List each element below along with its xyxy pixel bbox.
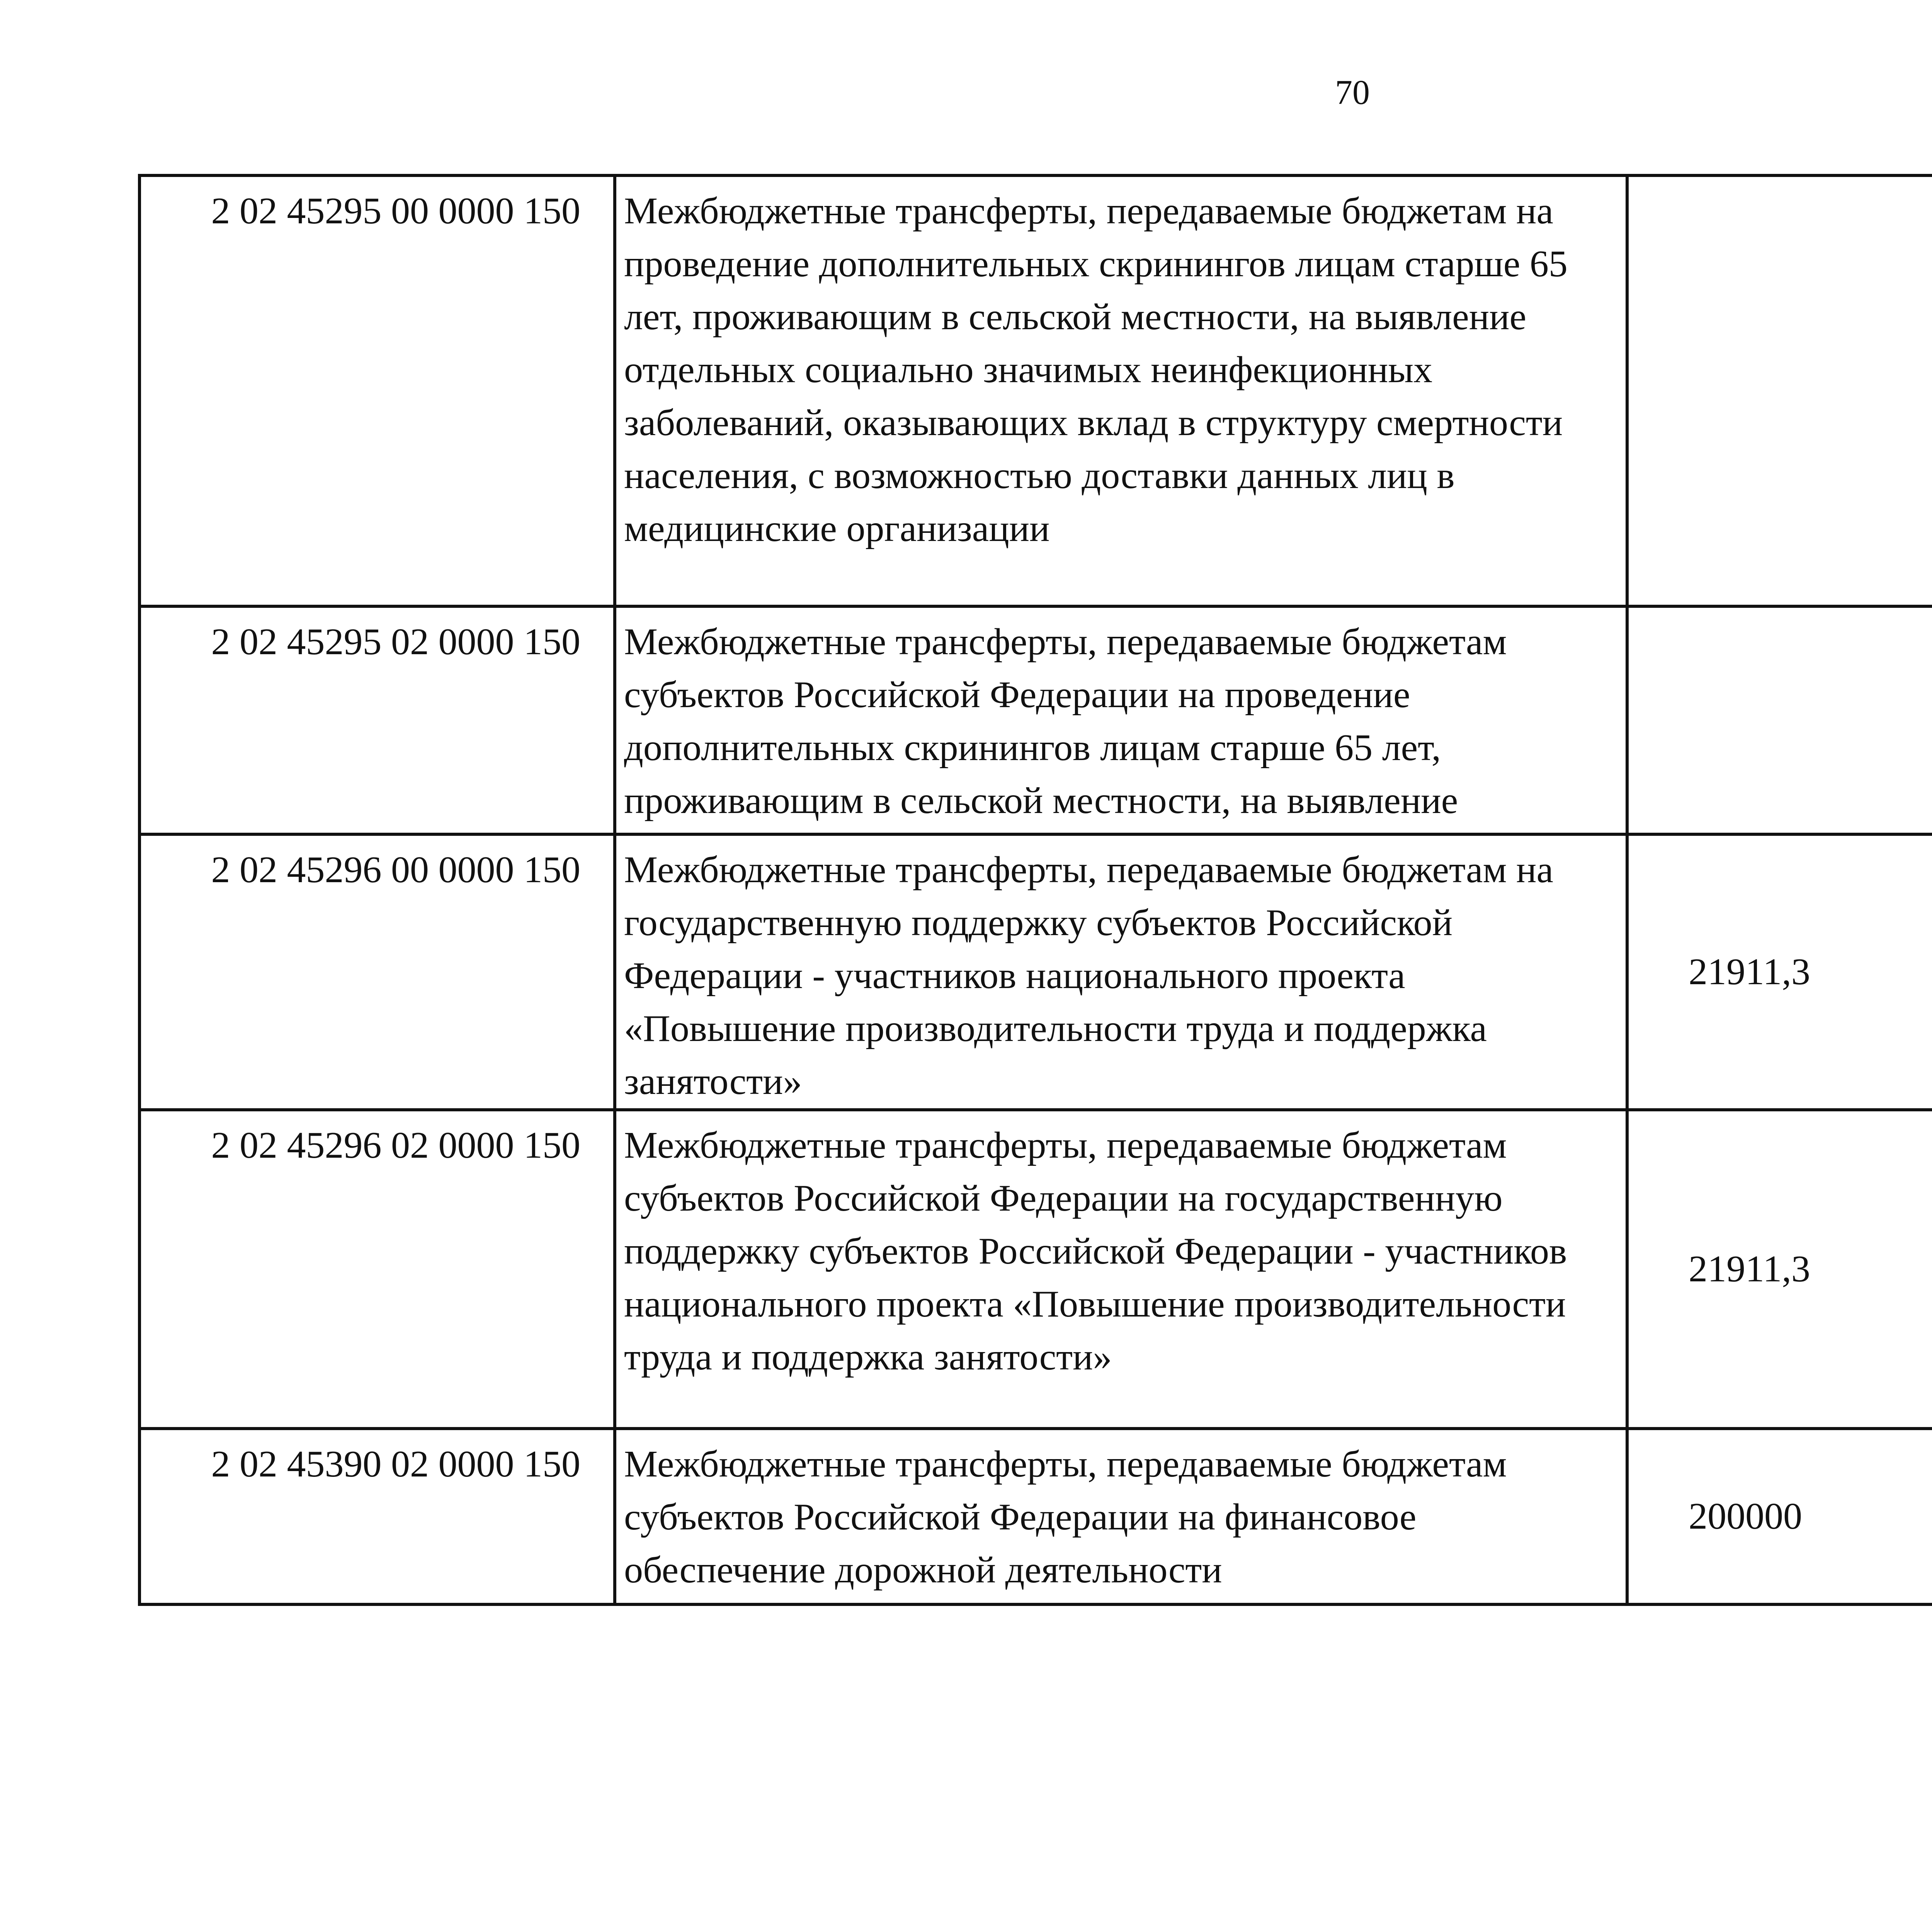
description-text: Межбюджетные трансферты, передаваемые бюджетам на государственную поддержку субъектов Российской Федерации - участников национального проекта «Повышение производительности труда и поддержка занятости» [624,849,1553,1102]
table-row [139,606,1932,834]
value-1-cell: 200000 [1627,1429,1932,1604]
description-text: Межбюджетные трансферты, передаваемые бюджетам субъектов Российской Федерации на государственную поддержку субъектов Российской Федерации - участников национального проекта «Повышение производительности труда и поддержка занятости» [624,1124,1567,1378]
table-row [139,834,1932,1110]
value-1-cell [1627,175,1932,606]
budget-code-cell: 2 02 45296 00 0000 150 [139,834,615,1110]
description-text: Межбюджетные трансферты, передаваемые бюджетам на проведение дополнительных скринингов лицам старше 65 лет, проживающим в сельской местности, на выявление отдельных социально значимых неинфекционных заболеваний, оказывающих вклад в структуру смертности населения, с возможностью доставки данных лиц в медицинские организации [624,190,1568,549]
description-cell [615,175,1627,606]
budget-code-cell: 2 02 45390 02 0000 150 [139,1429,615,1604]
value-1-cell: 21911,3 [1627,1110,1932,1429]
description-cell [615,1110,1627,1429]
budget-code-cell: 2 02 45295 02 0000 150 [139,606,615,834]
budget-code-cell: 2 02 45295 00 0000 150 [139,175,615,606]
budget-code-cell: 2 02 45296 02 0000 150 [139,1110,615,1429]
table-row [139,1110,1932,1429]
description-cell [615,1429,1627,1604]
description-text: Межбюджетные трансферты, передаваемые бюджетам субъектов Российской Федерации на проведение дополнительных скринингов лицам старше 65 лет, проживающим в сельской местности, на выявление [624,621,1507,822]
description-cell [615,834,1627,1110]
description-cell [615,606,1627,834]
table-row [139,175,1932,606]
table-row [139,1429,1932,1604]
description-text: Межбюджетные трансферты, передаваемые бюджетам субъектов Российской Федерации на финансовое обеспечение дорожной деятельности [624,1443,1507,1591]
budget-table [138,174,1932,1606]
value-1-cell: 21911,3 [1627,834,1932,1110]
page-number: 70 [1335,73,1370,112]
value-1-cell [1627,606,1932,834]
